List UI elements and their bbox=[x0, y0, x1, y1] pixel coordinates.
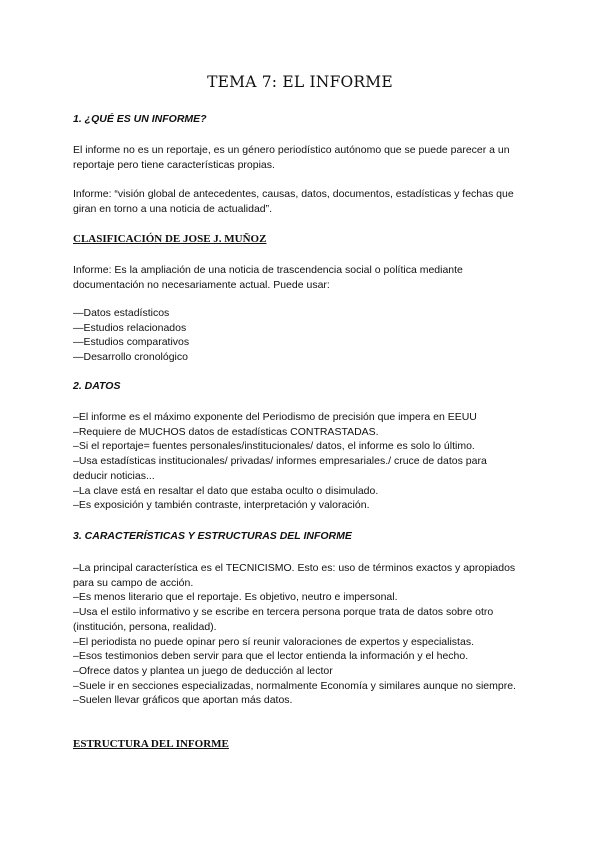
list-item: –Usa el estilo informativo y se escribe en tercera persona porque trata de datos sobre otro (institución, persona, realidad). bbox=[73, 606, 494, 633]
paragraph-clasificacion: Informe: Es la ampliación de una noticia de trascendencia social o política mediante documentación no necesariamente actual. Puede usar: bbox=[73, 264, 463, 291]
section-heading-caracteristicas: 3. CARACTERÍSTICAS Y ESTRUCTURAS DEL INFORME bbox=[73, 530, 352, 542]
section-heading-que-es: 1. ¿QUÉ ES UN INFORME? bbox=[73, 113, 207, 125]
page-title: TEMA 7: EL INFORME bbox=[207, 73, 393, 91]
list-item: –Suelen llevar gráficos que aportan más datos. bbox=[73, 694, 293, 707]
list-item: –Usa estadísticas institucionales/ privadas/ informes empresariales./ cruce de datos para deducir noticias... bbox=[73, 455, 487, 482]
list-item: –El informe es el máximo exponente del Periodismo de precisión que impera en EEUU bbox=[73, 411, 477, 423]
section-heading-clasificacion: CLASIFICACIÓN DE JOSE J. MUÑOZ bbox=[73, 233, 267, 245]
paragraph-definition: El informe no es un reportaje, es un género periodístico autónomo que se puede parecer a un reportaje pero tiene características propias. bbox=[73, 144, 510, 171]
list-item: –Si el reportaje= fuentes personales/institucionales/ datos, el informe es solo lo último. bbox=[73, 440, 475, 453]
list-item: –Suele ir en secciones especializadas, normalmente Economía y similares aunque no siempre. bbox=[73, 679, 516, 692]
list-item: –Requiere de MUCHOS datos de estadísticas CONTRASTADAS. bbox=[73, 425, 379, 438]
list-item: —Datos estadísticos bbox=[73, 307, 170, 319]
list-item: –Es menos literario que el reportaje. Es objetivo, neutro e impersonal. bbox=[73, 591, 398, 604]
section-heading-estructura: ESTRUCTURA DEL INFORME bbox=[73, 738, 229, 750]
list-item: –Ofrece datos y plantea un juego de deducción al lector bbox=[73, 664, 333, 677]
section-heading-datos: 2. DATOS bbox=[73, 380, 121, 392]
list-caracteristicas bbox=[73, 561, 523, 708]
list-item: —Estudios relacionados bbox=[73, 321, 187, 334]
list-item: –Esos testimonios deben servir para que el lector entienda la información y el hecho. bbox=[73, 650, 469, 663]
list-clasificacion bbox=[73, 306, 523, 365]
list-item: –La clave está en resaltar el dato que estaba oculto o disimulado. bbox=[73, 484, 379, 497]
list-datos bbox=[73, 410, 523, 513]
list-item: —Desarrollo cronológico bbox=[73, 351, 188, 364]
paragraph-quote: Informe: “visión global de antecedentes, causas, datos, documentos, estadísticas y fechas que giran en torno a una noticia de actualidad”. bbox=[73, 188, 514, 215]
list-item: –La principal característica es el TECNICISMO. Esto es: uso de términos exactos y apropiados para su campo de acción. bbox=[73, 562, 516, 589]
list-item: –El periodista no puede opinar pero sí reunir valoraciones de expertos y especialistas. bbox=[73, 635, 474, 648]
list-item: –Es exposición y también contraste, interpretación y valoración. bbox=[73, 499, 370, 512]
list-item: —Estudios comparativos bbox=[73, 336, 190, 349]
